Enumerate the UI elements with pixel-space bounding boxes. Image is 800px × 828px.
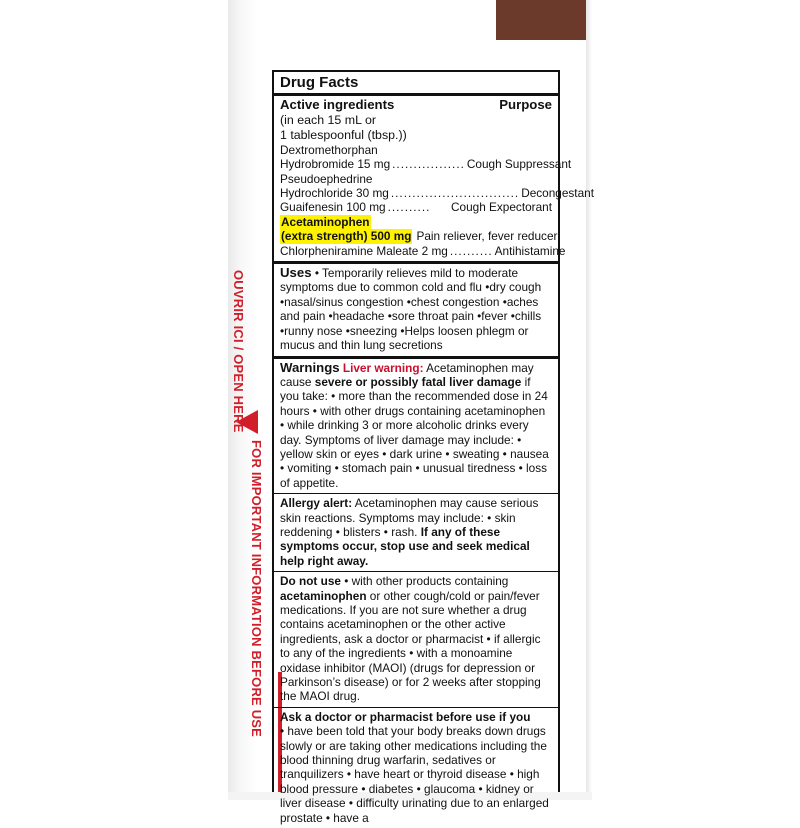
ingredient-name-line1: Acetaminophen — [281, 214, 370, 229]
open-here-label: OUVRIR ICI / OPEN HERE — [231, 270, 246, 433]
ingredient-purpose: Pain reliever, fever reducer — [416, 229, 558, 244]
ask-doctor-text: • have been told that your body breaks down drugs slowly or are taking other medications including the blood thinning drug warfarin, sedatives or tranquilizers • have heart or thyroid disease • high blood pressure • diabetes • glaucoma • kidney or liver disease • difficulty urinating due to an enlarged prostate • have a — [280, 724, 549, 825]
ingredient-row — [280, 142, 572, 172]
box-right-edge — [586, 0, 592, 800]
serving-line-2: 1 tablespoonful (tbsp.)) — [280, 127, 407, 142]
liver-warning-text-a: Acetaminophen may cause — [280, 360, 534, 389]
active-ingredients-heading: Active ingredients — [280, 97, 395, 113]
ingredient-name-line2: (extra strength) 500 mg — [281, 229, 412, 244]
ingredient-purpose: Decongestant — [521, 186, 594, 201]
liver-warning-label: Liver warning: — [342, 360, 424, 375]
drug-facts-panel — [272, 70, 594, 825]
ingredient-dots: .......... — [449, 243, 493, 258]
uses-section — [274, 262, 558, 358]
active-ingredients-header — [280, 98, 552, 112]
ingredient-row-highlighted — [280, 214, 558, 244]
brand-flap — [496, 0, 586, 40]
warnings-section — [274, 359, 558, 495]
ask-doctor-section — [274, 708, 558, 828]
side-open-instructions — [230, 260, 266, 738]
do-not-use-label: Do not use — [280, 574, 341, 589]
serving-line-1: (in each 15 mL or — [280, 112, 376, 127]
ingredient-name-line2: Chlorpheniramine Maleate 2 mg — [280, 243, 448, 258]
liver-warning-bold: severe or possibly fatal liver damage — [314, 374, 522, 389]
ingredient-purpose: Cough Suppressant — [466, 157, 572, 172]
allergy-alert-section — [274, 494, 558, 572]
ingredient-dots: .............................. — [390, 186, 520, 201]
ingredient-name-line1: Dextromethorphan — [280, 142, 378, 157]
allergy-alert-bold: If any of these symptoms occur, stop use and seek medical help right away. — [280, 524, 530, 568]
do-not-use-section — [274, 572, 558, 708]
allergy-alert-text: Acetaminophen may cause serious skin reactions. Symptoms may include: • skin reddening • blisters • rash. — [280, 496, 539, 539]
ingredient-purpose: Antihistamine — [494, 243, 566, 258]
arrow-left-icon — [236, 410, 258, 434]
do-not-use-text-b: or other cough/cold or pain/fever medications. If you are not sure whether a drug contains acetaminophen or the other active ingredients, ask a doctor or pharmacist • if allergic to any of the ingredients • with a monoamine oxidase inhibitor (MAOI) (drugs for depression or Parkinson’s disease) or for 2 weeks after stopping the MAOI drug. — [280, 588, 541, 704]
ingredient-name-line2: Hydrochloride 30 mg — [280, 186, 389, 201]
ingredient-name-line1: Pseudoephedrine — [280, 171, 373, 186]
do-not-use-bold: acetaminophen — [280, 588, 367, 603]
ingredient-row — [280, 243, 566, 258]
ingredient-purpose: Cough Expectorant — [451, 200, 552, 215]
allergy-alert-label: Allergy alert: — [280, 496, 353, 511]
ingredient-dots: .......... — [387, 200, 431, 215]
uses-heading: Uses — [280, 265, 312, 281]
do-not-use-text-a: • with other products containing — [340, 574, 509, 589]
ingredient-row — [280, 171, 594, 201]
ingredient-row — [280, 200, 552, 214]
warnings-heading: Warnings — [280, 359, 340, 375]
liver-warning-text-b: if you take: • more than the recommended dose in 24 hours • with other drugs containing acetaminophen • while drinking 3 or more alcoholic drinks every day. Symptoms of liver damage may include: • yellow skin or eyes • dark urine • sweating • nausea • vomiting • stomach pain • unusual tiredness • loss of appetite. — [280, 374, 549, 490]
drug-facts-title: Drug Facts — [274, 72, 558, 96]
ingredient-name-line2: Guaifenesin 100 mg — [280, 200, 386, 215]
active-ingredients-section — [274, 96, 594, 262]
ingredient-name-line2: Hydrobromide 15 mg — [280, 157, 391, 172]
ingredient-dots: ................. — [392, 157, 465, 172]
purpose-heading: Purpose — [499, 97, 552, 113]
uses-text: • Temporarily relieves mild to moderate symptoms due to common cold and flu •dry cough •nasal/sinus congestion •chest congestion •aches and pain •headache •sore throat pain •fever •chills •runny nose •sneezing •Helps loosen phlegm or mucus and thin lung secretions — [280, 266, 542, 353]
ask-doctor-label: Ask a doctor or pharmacist before use if you — [280, 709, 531, 724]
important-info-label: FOR IMPORTANT INFORMATION BEFORE USE — [249, 440, 264, 738]
